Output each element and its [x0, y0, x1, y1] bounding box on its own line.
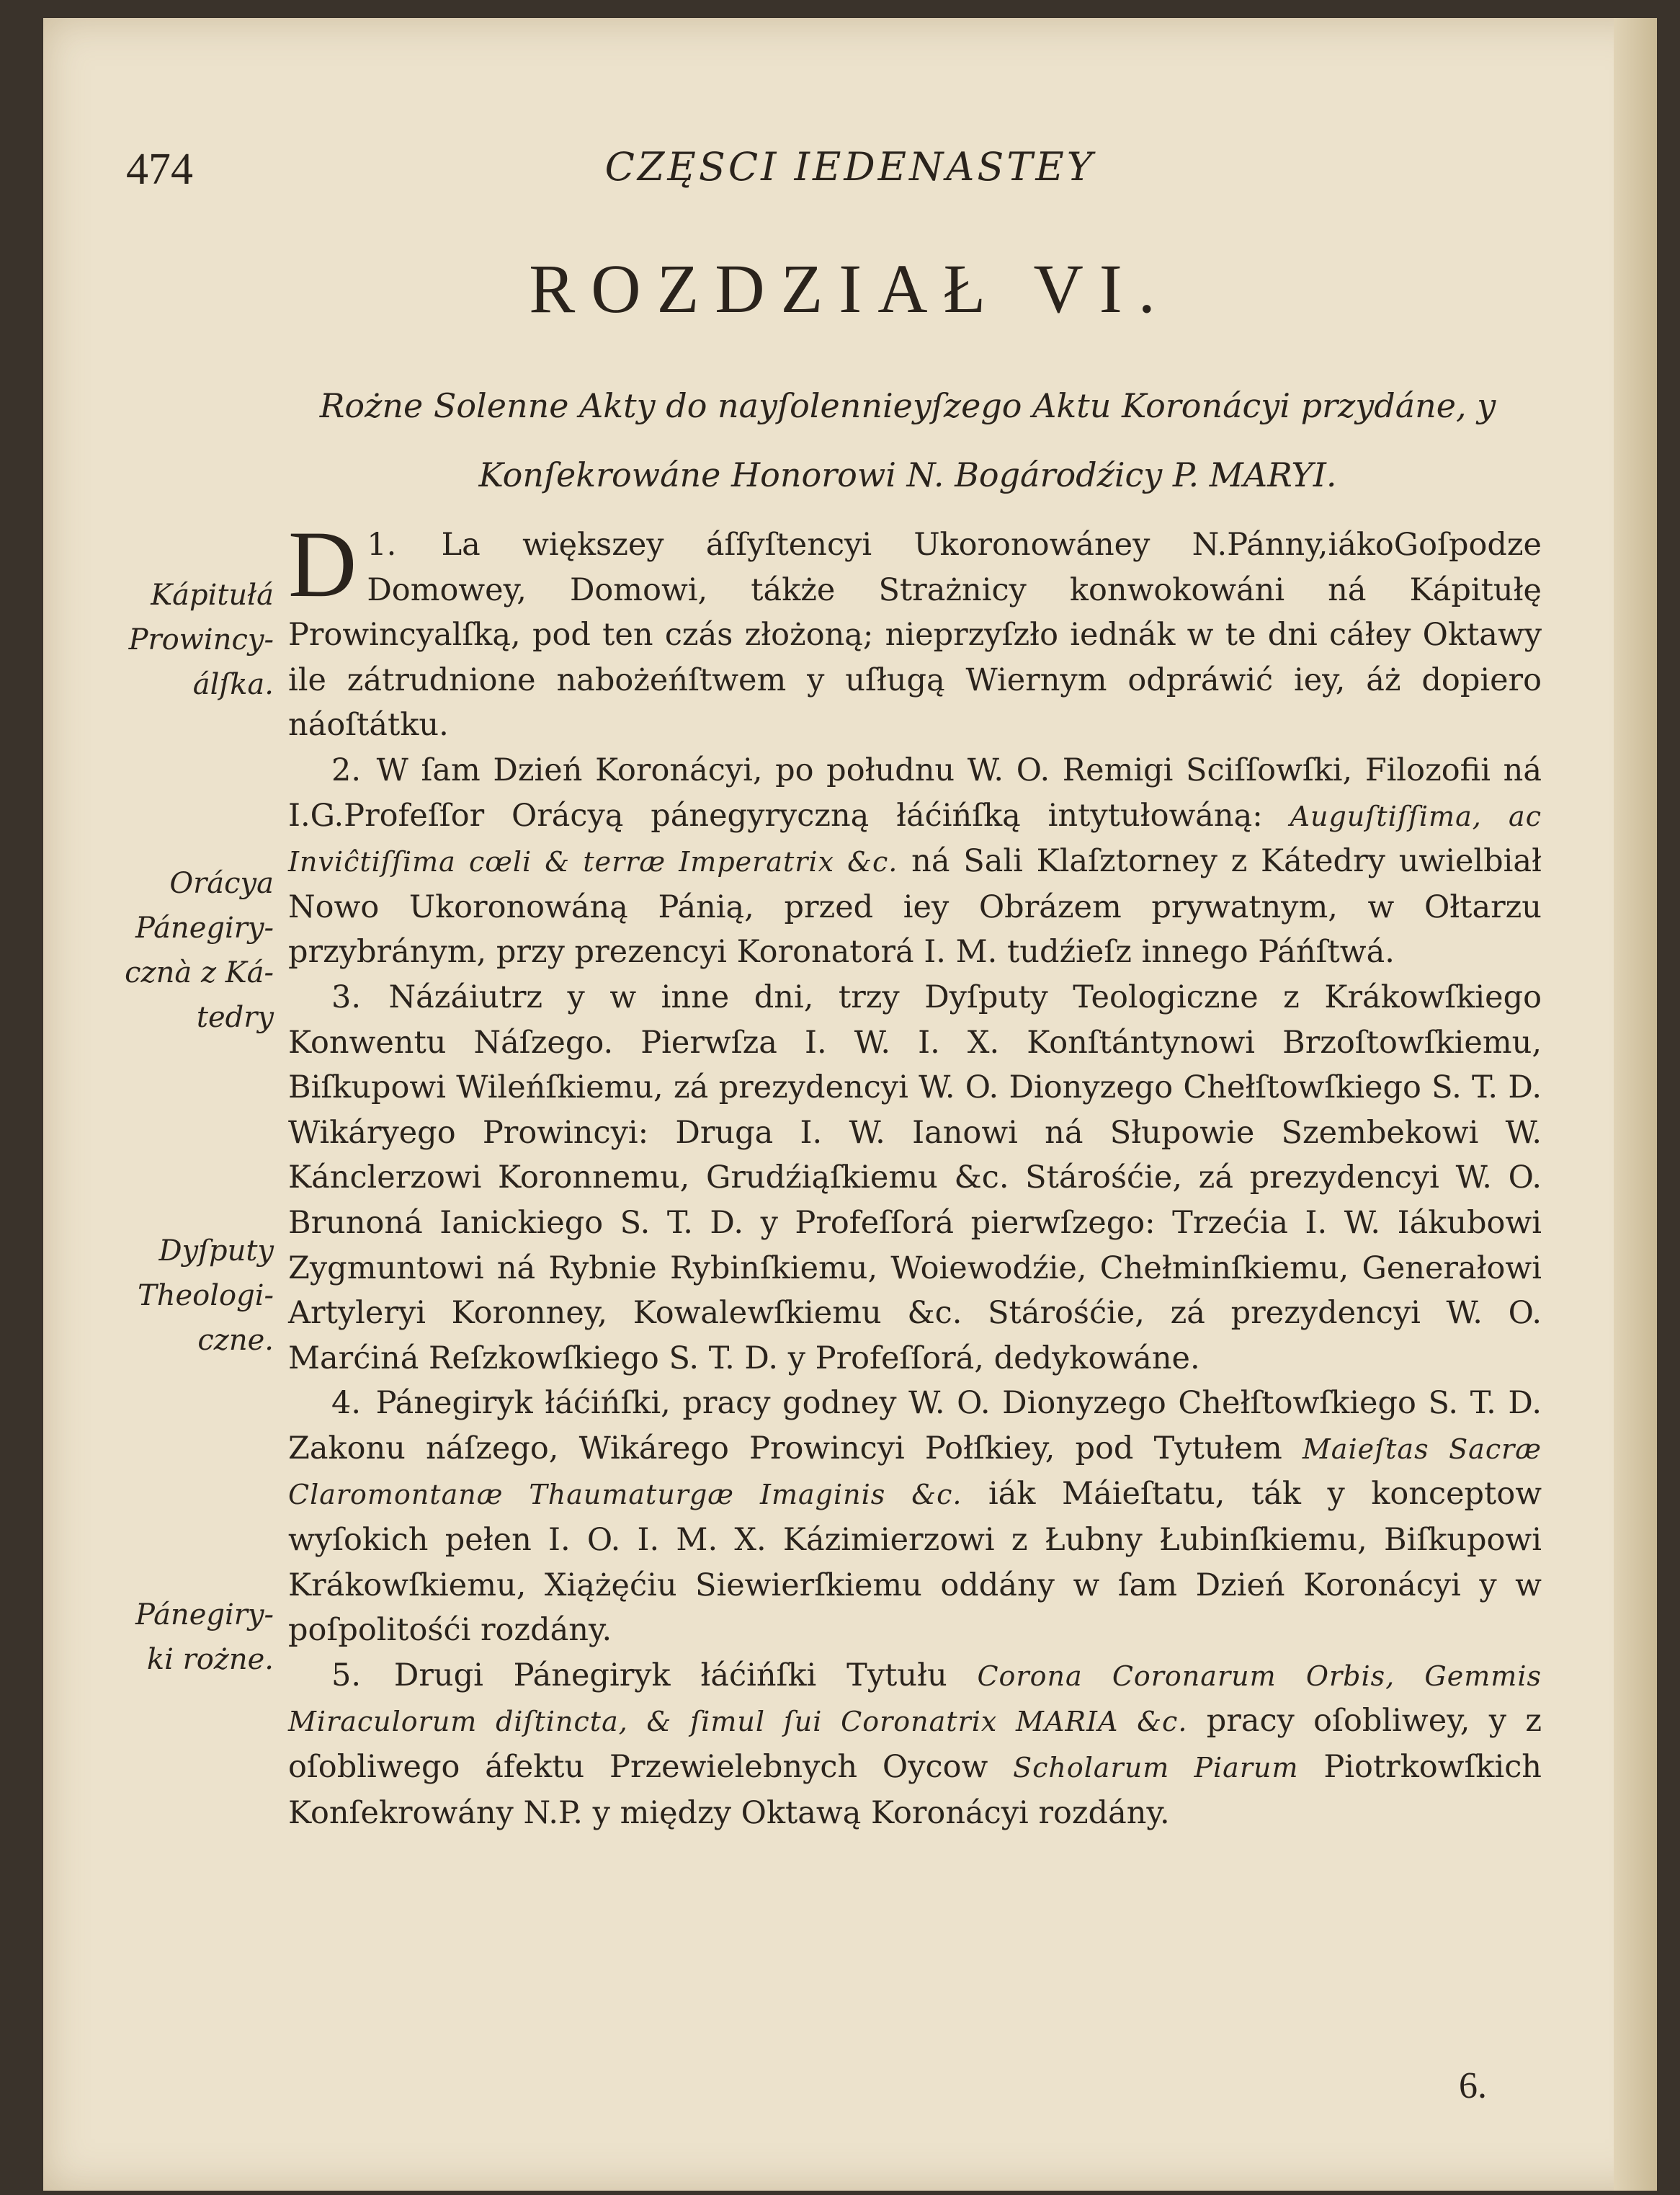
margin-notes [43, 18, 274, 2191]
margin-note-chapter-meeting: Kápitułá Prowincy- álſka. [128, 579, 274, 701]
paragraph-3 [288, 975, 1542, 1381]
subtitle-line-2: Konſekrowáne Honorowi N. Bogárodźicy P. MARYI. [478, 455, 1337, 494]
margin-note-panegyrics: Pánegiry- ki rożne. [135, 1598, 274, 1676]
paragraph-2 [288, 748, 1542, 975]
paragraph-number: 1. [367, 527, 397, 563]
chapter-title: ROZDZIAŁ VI. [529, 250, 1171, 327]
paragraph-text: W ſam Dzień Koronácyi, po połudnu W. O. Remigi Sciſſowſki, Filozofii ná I.G.Profeſſor Orácyą pánegyryczną łáćińſką intytułowáną: [288, 752, 1542, 834]
paragraph-5 [288, 1653, 1542, 1835]
paragraph-4 [288, 1381, 1542, 1653]
page-number: 474 [126, 145, 193, 194]
margin-note-disputations: Dyſputy Theologi- czne. [138, 1234, 274, 1357]
panegyric-title: Corona Coronarum Orbis, Gemmis Miraculorum diſtincta, & ſimul ſui Coronatrix MARIA &c. [288, 1660, 1542, 1738]
oration-title: Auguſtiſſima, ac Inviĉtiſſima cœli & terræ Imperatrix &c. [288, 800, 1542, 878]
body-text [288, 511, 1542, 1835]
running-head-title: CZĘSCI IEDENASTEY [604, 144, 1096, 190]
running-head [43, 144, 1657, 202]
paragraph-number: 4. [331, 1385, 362, 1422]
paragraph-text: Názáiutrz y w inne dni, trzy Dyſputy Teologiczne z Krákowſkiego Konwentu Náſzego. Pierwſza I. W. I. X. Konſtántynowi Brzoſtowſkiemu, Biſkupowi Wileńſkiemu, zá prezydencyi W. O. Dionyzego Chełſtowſkiego S. T. D. Wikáryego Prowincyi: Druga I. W. Ianowi ná Słupowie Szembekowi W. Kánclerzowi Koronnemu, Grudźiąſkiemu &c. Stárośćie, zá prezydencyi W. O. Brunoná Ianickiego S. T. D. y Profeſſorá pierwſzego: Trzećia I. W. Iákubowi Zygmuntowi ná Rybnie Rybinſkiemu, Woiewodźie, Chełminſkiemu, Generałowi Artyleryi Koronney, Kowalewſkiemu &c. Stárośćie, zá prezydencyi W. O. Marćiná Reſzkowſkiego S. T. D. y Profeſſorá, dedykowáne. [288, 979, 1542, 1376]
chapter-subtitle [259, 371, 1556, 509]
paragraph-text: ná Sali Klaſztorney z Kátedry uwielbiał Nowo Ukoronowáną Pánią, przed iey Obrázem prywatnym, w Ołtarzu przybránym, przy prezencyi Koronatorá I. M. tudźieſz innego Páńſtwá. [288, 843, 1542, 971]
page-edge-shadow [1614, 18, 1657, 2191]
margin-note-oration: Orácya Pánegiry- cznà z Ká- tedry [125, 867, 274, 1034]
paragraph-text: Pánegiryk łáćińſki, pracy godney W. O. Dionyzego Chełſtowſkiego S. T. D. Zakonu náſzego, Wikárego Prowincyi Połſkiey, pod Tytułem [288, 1385, 1542, 1466]
paragraph-1 [288, 511, 1542, 748]
order-name: Scholarum Piarum [1013, 1752, 1299, 1784]
subtitle-line-1: Rożne Solenne Akty do nayſolennieyſzego Aktu Koronácyi przydáne, y [319, 386, 1496, 425]
drop-cap-initial: D [288, 511, 357, 617]
paragraph-text: Piotrkowſkich Konſekrowány N.P. y między Oktawą Koronácyi rozdány. [288, 1749, 1542, 1831]
paragraph-number: 2. [331, 752, 362, 788]
paragraph-number: 3. [331, 979, 362, 1015]
panegyric-title: Maieſtas Sacræ Claromontanæ Thaumaturgæ Imaginis &c. [288, 1433, 1542, 1511]
catchword: 6. [1459, 2065, 1487, 2106]
paragraph-text: pracy oſobliwey, y z oſobliwego áfektu Przewielebnych Oycow [288, 1703, 1542, 1786]
book-page [43, 18, 1657, 2191]
paragraph-text: iák Máieſtatu, ták y konceptow wyſokich pełen I. O. I. M. X. Kázimierzowi z Łubny Łubinſkiemu, Biſkupowi Krákowſkiemu, Xiążęćiu Siewierſkiemu oddány w ſam Dzień Koronácyi y w poſpolitośći rozdány. [288, 1476, 1542, 1649]
paragraph-text: La większey áſſyſtencyi Ukoronowáney N.Pánny,iákoGoſpodze Domowey, Domowi, tákże Strażnicy konwokowáni ná Kápitułę Prowincyalſką, pod ten czás złożoną; nieprzyſzło iednák w te dni cáłey Oktawy ile zátrudnione nabożeńſtwem y uſługą Wiernym odpráwić iey, áż dopiero náoſtátku. [288, 527, 1542, 744]
paragraph-text: Drugi Pánegiryk łáćińſki Tytułu [393, 1657, 947, 1693]
paragraph-number: 5. [331, 1657, 362, 1693]
